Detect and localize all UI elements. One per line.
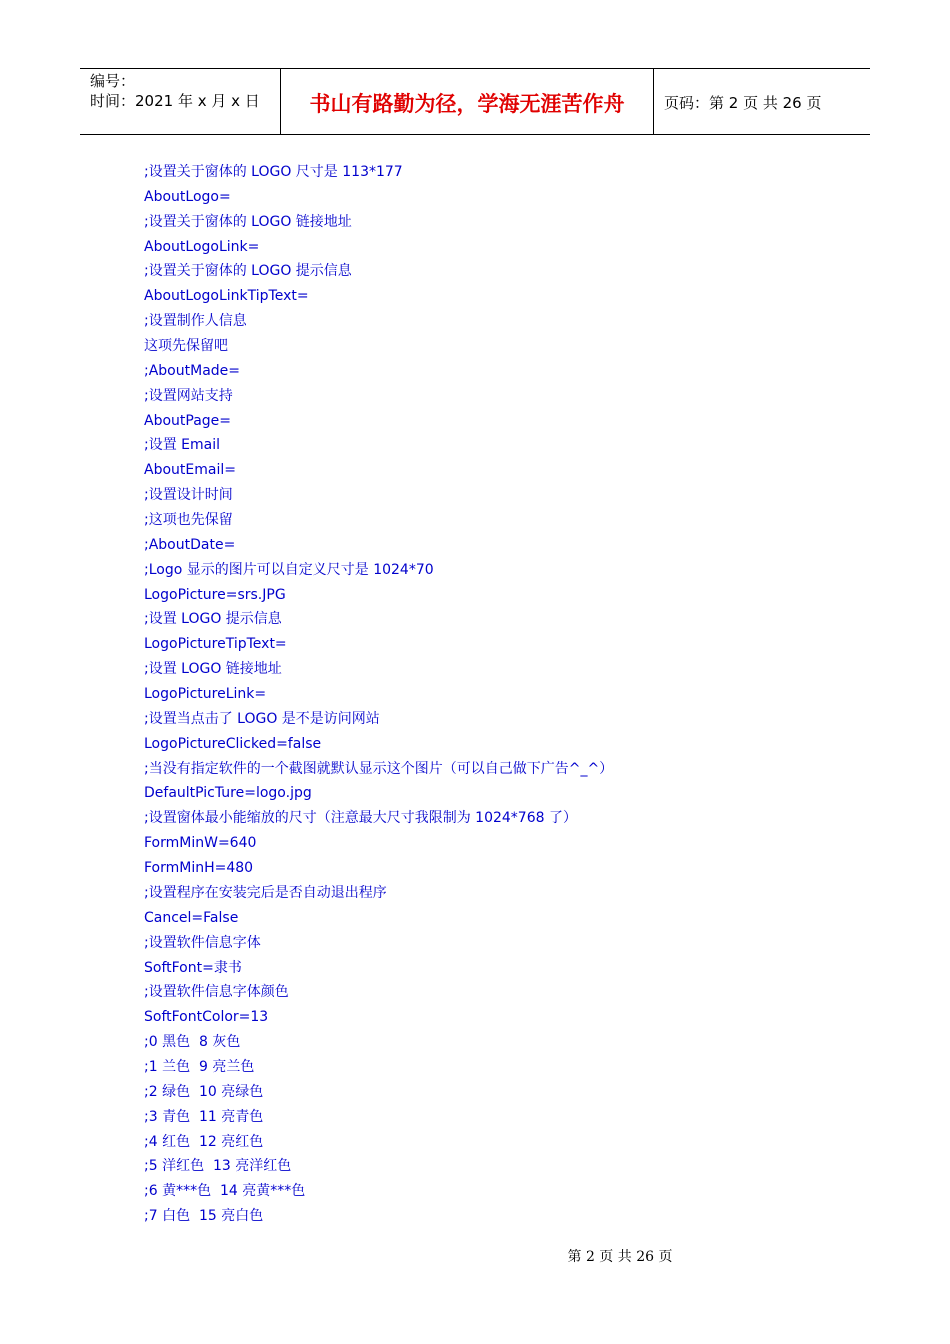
page-header <box>80 68 870 135</box>
config-line: ;设置程序在安装完后是否自动退出程序 <box>144 884 387 901</box>
page-footer <box>0 1246 950 1266</box>
config-line: ;2 绿色 10 亮绿色 <box>144 1083 264 1100</box>
config-line: LogoPictureLink= <box>144 686 267 703</box>
document-time-label: 时间：2021 年 x 月 x 日 <box>90 92 260 110</box>
header-left-cell <box>80 69 281 134</box>
config-line: ;设置关于窗体的 LOGO 链接地址 <box>144 213 352 230</box>
config-line: LogoPictureTipText= <box>144 636 287 653</box>
config-line: 这项先保留吧 <box>144 338 228 355</box>
config-line: ;当没有指定软件的一个截图就默认显示这个图片（可以自己做下广告^_^） <box>144 760 614 777</box>
header-motto-cell <box>281 69 654 134</box>
motto-text: 书山有路勤为径，学海无涯苦作舟 <box>309 92 625 116</box>
config-line: ;设置关于窗体的 LOGO 提示信息 <box>144 263 352 280</box>
config-line: LogoPicture=srs.JPG <box>144 586 286 603</box>
config-line: AboutPage= <box>144 412 232 429</box>
config-line: ;设置 LOGO 链接地址 <box>144 661 282 678</box>
config-line: ;设置设计时间 <box>144 487 233 504</box>
config-line: DefaultPicTure=logo.jpg <box>144 785 312 802</box>
config-line: AboutLogo= <box>144 188 231 205</box>
config-line: ;设置 LOGO 提示信息 <box>144 611 282 628</box>
config-line: AboutLogoLink= <box>144 238 260 255</box>
config-line: SoftFontColor=13 <box>144 1009 269 1026</box>
config-line: SoftFont=隶书 <box>144 959 242 976</box>
config-line: ;设置窗体最小能缩放的尺寸（注意最大尺寸我限制为 1024*768 了） <box>144 810 577 827</box>
config-line: ;设置关于窗体的 LOGO 尺寸是 113*177 <box>144 164 403 180</box>
config-line: ;设置制作人信息 <box>144 313 247 330</box>
config-line: ;这项也先保留 <box>144 512 233 529</box>
config-line: ;设置软件信息字体 <box>144 934 261 951</box>
config-line: ;设置当点击了 LOGO 是不是访问网站 <box>144 710 380 727</box>
config-line: Cancel=False <box>144 909 239 926</box>
config-line: ;6 黄***色 14 亮黄***色 <box>144 1183 306 1200</box>
config-line: ;0 黑色 8 灰色 <box>144 1034 241 1051</box>
config-line: ;设置软件信息字体颜色 <box>144 984 289 1001</box>
config-line: ;3 青色 11 亮青色 <box>144 1108 264 1125</box>
config-line: ;设置网站支持 <box>144 387 233 404</box>
config-line: ;AboutMade= <box>144 362 240 379</box>
config-line: FormMinW=640 <box>144 835 257 852</box>
footer-page-number: 第 2 页 共 26 页 <box>567 1249 673 1265</box>
header-page-cell <box>654 69 870 134</box>
config-line: ;AboutDate= <box>144 536 236 553</box>
config-line: ;4 红色 12 亮红色 <box>144 1133 264 1150</box>
config-line: ;1 兰色 9 亮兰色 <box>144 1058 255 1075</box>
config-line: ;5 洋红色 13 亮洋红色 <box>144 1158 292 1175</box>
config-line: ;设置 Email <box>144 437 221 454</box>
config-text-body <box>144 160 844 1229</box>
config-line: LogoPictureClicked=false <box>144 735 322 752</box>
config-line: ;7 白色 15 亮白色 <box>144 1208 264 1225</box>
config-line: ;Logo 显示的图片可以自定义尺寸是 1024*70 <box>144 561 434 578</box>
config-line: AboutLogoLinkTipText= <box>144 288 309 305</box>
page-info-text: 页码：第 2 页 共 26 页 <box>664 94 822 112</box>
config-line: FormMinH=480 <box>144 860 254 877</box>
config-line: AboutEmail= <box>144 462 236 479</box>
document-number-label: 编号： <box>90 72 136 90</box>
